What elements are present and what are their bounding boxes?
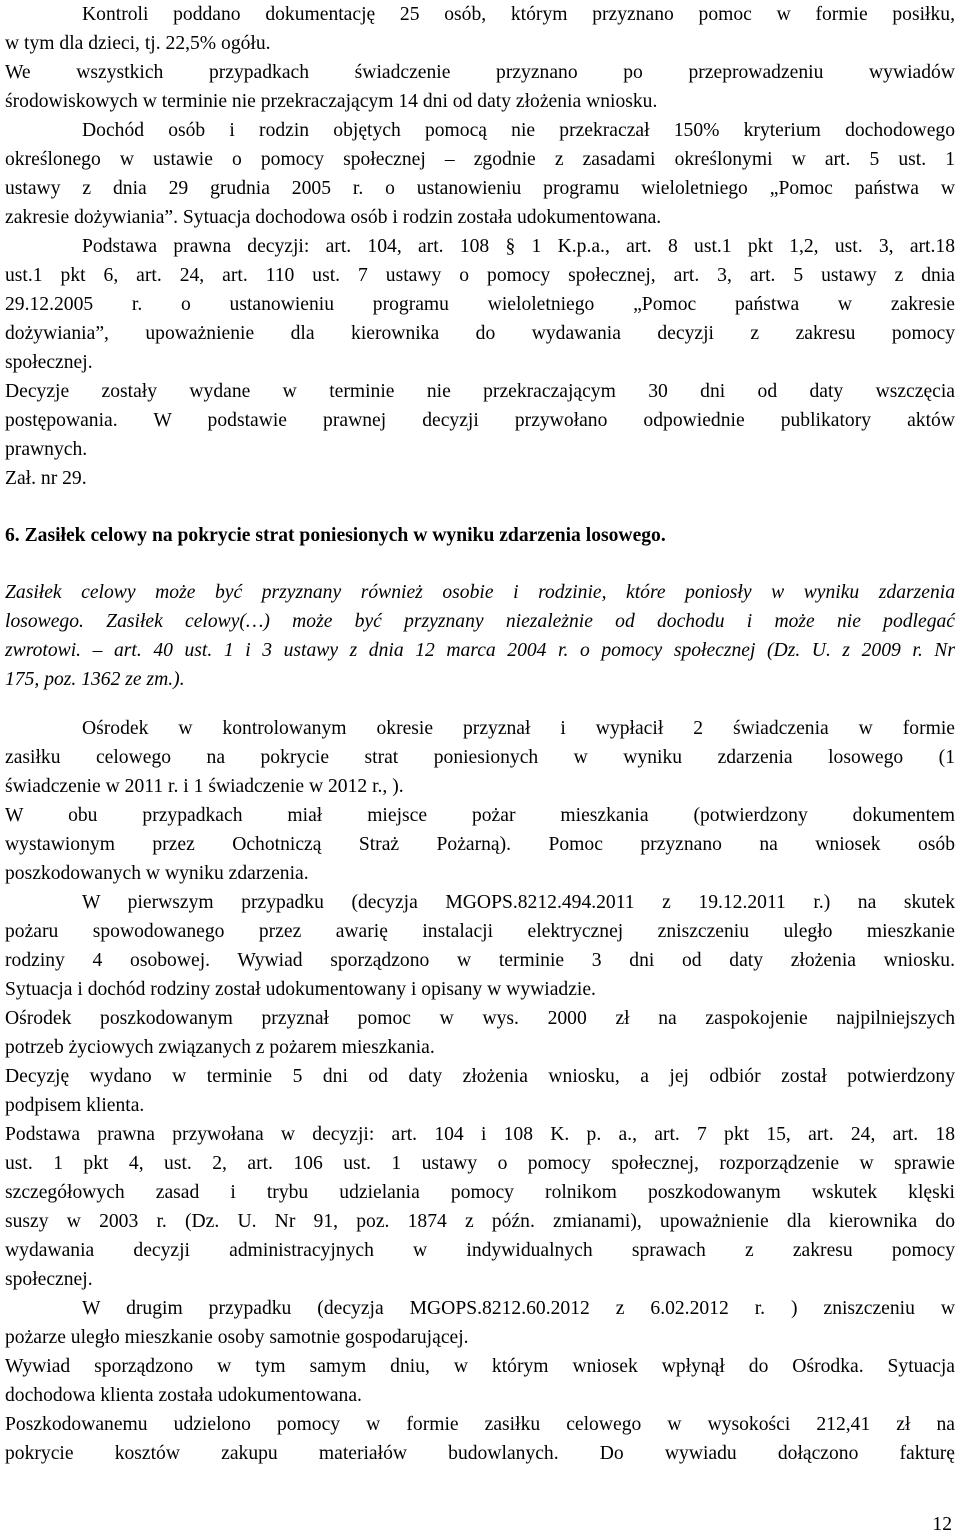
paragraph-line: zakresie dożywiania”. Sytuacja dochodowa osób i rodzin została udokumentowana. (5, 207, 662, 228)
paragraph-line: 29.12.2005 r. o ustanowieniu programu wieloletniego „Pomoc państwa w zakresie (5, 294, 955, 315)
paragraph-line: potrzeb życiowych związanych z pożarem mieszkania. (5, 1037, 435, 1058)
paragraph-line: rodziny 4 osobowej. Wywiad sporządzono w terminie 3 dni od daty złożenia wniosku. (5, 950, 955, 971)
paragraph-line: prawnych. (5, 439, 88, 460)
paragraph-line: suszy w 2003 r. (Dz. U. Nr 91, poz. 1874 z późn. zmianami), upoważnienie dla kierownika do (5, 1211, 955, 1232)
paragraph-line: określonego w ustawie o pomocy społecznej – zgodnie z zasadami określonymi w art. 5 ust. 1 (5, 149, 955, 170)
paragraph-line: społecznej. (5, 352, 93, 373)
italic-line: losowego. Zasiłek celowy(…) może być przyznany niezależnie od dochodu i może nie podlegać (5, 611, 955, 632)
paragraph-line: Poszkodowanemu udzielono pomocy w formie zasiłku celowego w wysokości 212,41 zł na (5, 1414, 955, 1435)
paragraph-line: wystawionym przez Ochotniczą Straż Pożarną). Pomoc przyznano na wniosek osób (5, 834, 955, 855)
italic-line: 175, poz. 1362 ze zm.). (5, 669, 185, 690)
paragraph-line: szczegółowych zasad i trybu udzielania pomocy rolnikom poszkodowanym wskutek klęski (5, 1182, 955, 1203)
paragraph-line: w tym dla dzieci, tj. 22,5% ogółu. (5, 33, 271, 54)
italic-line: zwrotowi. – art. 40 ust. 1 i 3 ustawy z dnia 12 marca 2004 r. o pomocy społecznej (Dz. U. z 2009 r. Nr (5, 640, 955, 661)
attachment-note: Zał. nr 29. (5, 468, 87, 489)
section-heading: 6. Zasiłek celowy na pokrycie strat poniesionych w wyniku zdarzenia losowego. (5, 525, 666, 546)
paragraph-line: zasiłku celowego na pokrycie strat poniesionych w wyniku zdarzenia losowego (1 (5, 747, 955, 768)
paragraph-line: dożywiania”, upoważnienie dla kierownika do wydawania decyzji z zakresu pomocy (5, 323, 955, 344)
paragraph-line: W obu przypadkach miał miejsce pożar mieszkania (potwierdzony dokumentem (5, 805, 955, 826)
paragraph-line: ust.1 pkt 6, art. 24, art. 110 ust. 7 ustawy o pomocy społecznej, art. 3, art. 5 ustawy z dnia (5, 265, 955, 286)
paragraph-line: ustawy z dnia 29 grudnia 2005 r. o ustanowieniu programu wieloletniego „Pomoc państwa w (5, 178, 955, 199)
paragraph-line: Wywiad sporządzono w tym samym dniu, w którym wniosek wpłynął do Ośrodka. Sytuacja (5, 1356, 955, 1377)
paragraph-line: poszkodowanych w wyniku zdarzenia. (5, 863, 309, 884)
paragraph-line: świadczenie w 2011 r. i 1 świadczenie w 2012 r., ). (5, 776, 404, 797)
page-number: 12 (932, 1514, 952, 1535)
paragraph-line: dochodowa klienta została udokumentowana. (5, 1385, 362, 1406)
paragraph-line: Podstawa prawna przywołana w decyzji: art. 104 i 108 K. p. a., art. 7 pkt 15, art. 24, art. 18 (5, 1124, 955, 1145)
italic-line: Zasiłek celowy może być przyznany również osobie i rodzinie, które poniosły w wyniku zdarzenia (5, 582, 955, 603)
paragraph-line: Ośrodek poszkodowanym przyznał pomoc w wys. 2000 zł na zaspokojenie najpilniejszych (5, 1008, 955, 1029)
paragraph-line: Podstawa prawna decyzji: art. 104, art. 108 § 1 K.p.a., art. 8 ust.1 pkt 1,2, ust. 3, art.18 (82, 236, 955, 257)
paragraph-line: ust. 1 pkt 4, ust. 2, art. 106 ust. 1 ustawy o pomocy społecznej, rozporządzenie w sprawie (5, 1153, 955, 1174)
paragraph-line: Kontroli poddano dokumentację 25 osób, którym przyznano pomoc w formie posiłku, (82, 4, 955, 25)
paragraph-line: pokrycie kosztów zakupu materiałów budowlanych. Do wywiadu dołączono fakturę (5, 1443, 955, 1464)
paragraph-line: postępowania. W podstawie prawnej decyzji przywołano odpowiednie publikatory aktów (5, 410, 955, 431)
paragraph-line: Dochód osób i rodzin objętych pomocą nie przekraczał 150% kryterium dochodowego (82, 120, 955, 141)
paragraph-line: pożaru spowodowanego przez awarię instalacji elektrycznej zniszczeniu uległo mieszkanie (5, 921, 955, 942)
paragraph-line: środowiskowych w terminie nie przekraczającym 14 dni od daty złożenia wniosku. (5, 91, 658, 112)
paragraph-line: podpisem klienta. (5, 1095, 145, 1116)
paragraph-line: Decyzje zostały wydane w terminie nie przekraczającym 30 dni od daty wszczęcia (5, 381, 955, 402)
paragraph-line: Sytuacja i dochód rodziny został udokumentowany i opisany w wywiadzie. (5, 979, 596, 1000)
paragraph-line: W drugim przypadku (decyzja MGOPS.8212.60.2012 z 6.02.2012 r. ) zniszczeniu w (82, 1298, 955, 1319)
paragraph-line: Ośrodek w kontrolowanym okresie przyznał i wypłacił 2 świadczenia w formie (82, 718, 955, 739)
paragraph-line: pożarze uległo mieszkanie osoby samotnie gospodarującej. (5, 1327, 469, 1348)
paragraph-line: Decyzję wydano w terminie 5 dni od daty złożenia wniosku, a jej odbiór został potwierdzony (5, 1066, 955, 1087)
paragraph-line: We wszystkich przypadkach świadczenie przyznano po przeprowadzeniu wywiadów (5, 62, 955, 83)
paragraph-line: wydawania decyzji administracyjnych w indywidualnych sprawach z zakresu pomocy (5, 1240, 955, 1261)
paragraph-line: W pierwszym przypadku (decyzja MGOPS.8212.494.2011 z 19.12.2011 r.) na skutek (82, 892, 955, 913)
paragraph-line: społecznej. (5, 1269, 93, 1290)
